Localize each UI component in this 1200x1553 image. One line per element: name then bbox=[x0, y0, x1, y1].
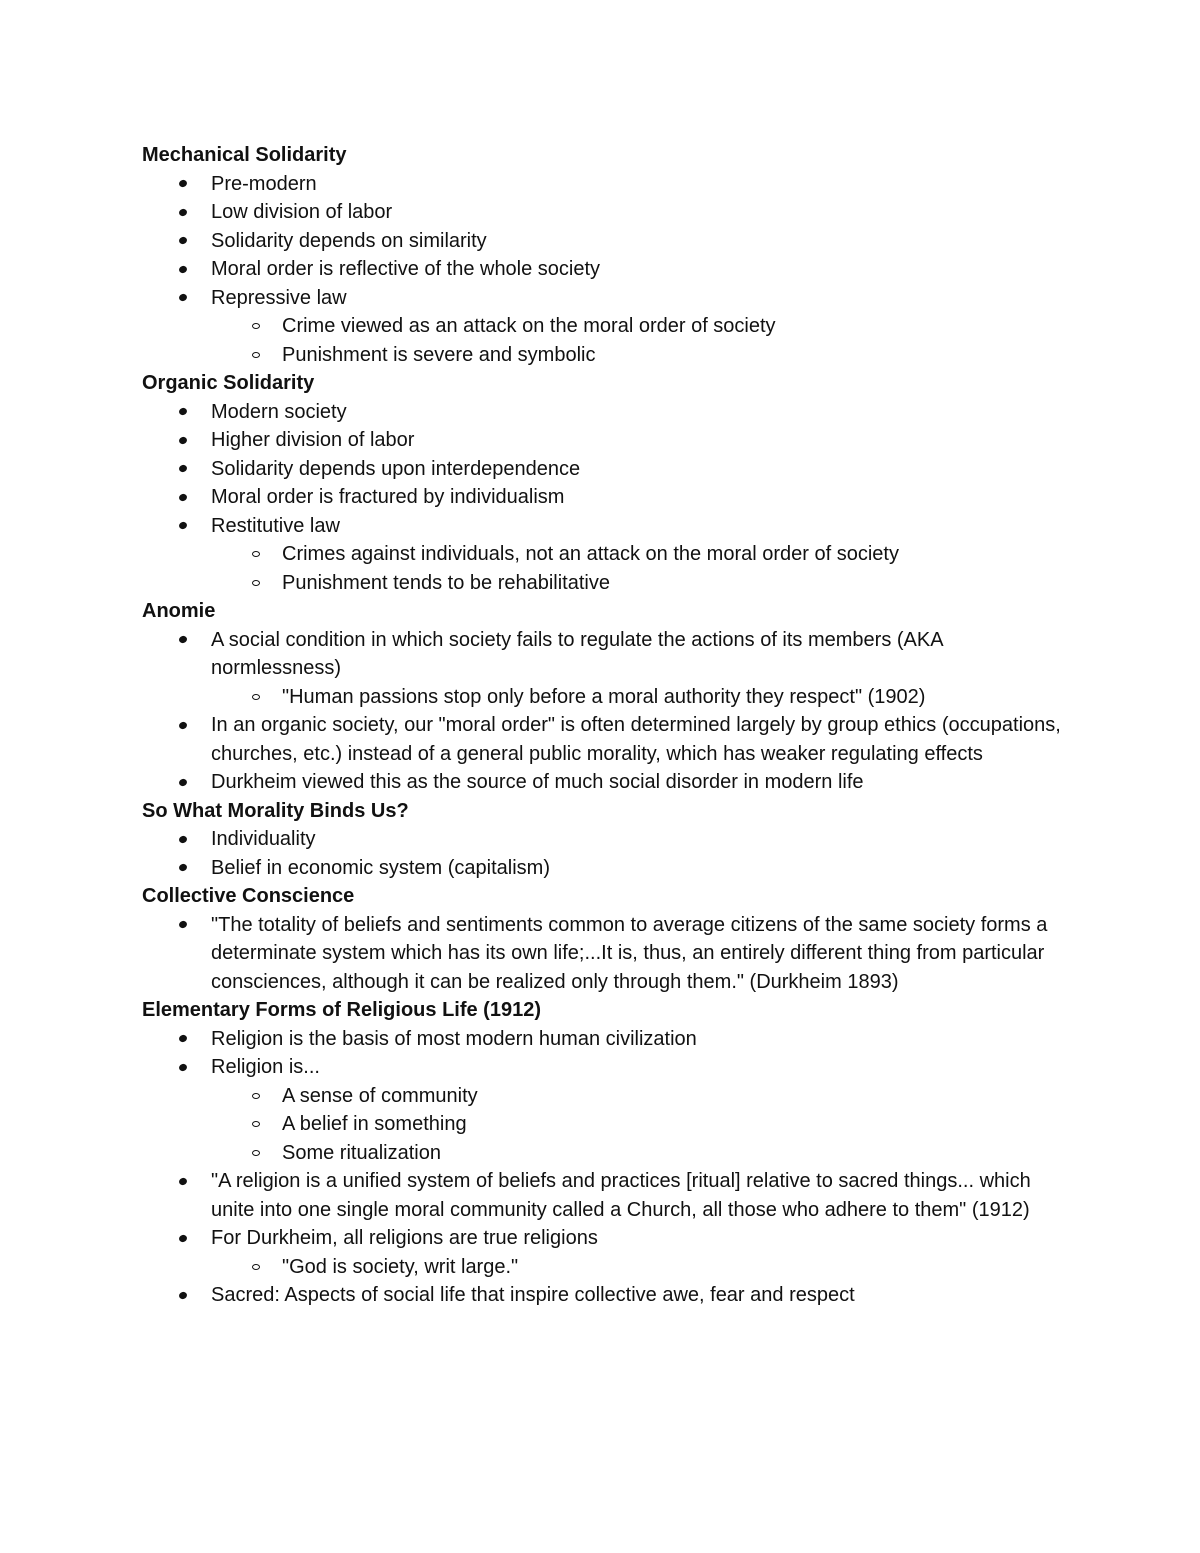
bullet-icon bbox=[176, 284, 190, 313]
list-item-text: Religion is the basis of most modern human civilization bbox=[211, 1027, 697, 1050]
hollow-bullet-icon bbox=[249, 312, 263, 341]
hollow-bullet-icon bbox=[249, 1253, 263, 1282]
list-item bbox=[142, 1281, 1062, 1310]
list-item-text: Crime viewed as an attack on the moral order of society bbox=[282, 315, 776, 337]
bullet-icon bbox=[176, 911, 190, 940]
list-item-text: Some ritualization bbox=[282, 1141, 441, 1164]
bullet-icon bbox=[176, 255, 190, 284]
list-item-text: Religion is... bbox=[211, 1056, 320, 1078]
list-item bbox=[142, 626, 1062, 683]
list-item bbox=[142, 1224, 1062, 1253]
sub-list-item bbox=[142, 1139, 1062, 1168]
sub-list-item bbox=[142, 1253, 1062, 1282]
bullet-icon bbox=[176, 170, 190, 199]
list-item-text: Belief in economic system (capitalism) bbox=[211, 856, 550, 879]
list-item-text: Moral order is fractured by individualism bbox=[211, 486, 565, 508]
bullet-icon bbox=[176, 825, 190, 854]
bullet-icon bbox=[176, 1281, 190, 1310]
sub-list-item bbox=[142, 1110, 1062, 1139]
sub-list-item bbox=[142, 540, 1062, 569]
list-item bbox=[142, 426, 1062, 455]
bullet-icon bbox=[176, 1053, 190, 1082]
list-item-text: "Human passions stop only before a moral authority they respect" (1902) bbox=[282, 685, 926, 708]
sub-list-item bbox=[142, 569, 1062, 598]
list-item bbox=[142, 1053, 1062, 1082]
list-item-text: "A religion is a unified system of beliefs and practices [ritual] relative to sacred things... which unite into one single moral community called a Church, all those who adhere to them" (1912) bbox=[211, 1170, 1031, 1221]
list-item-text: Durkheim viewed this as the source of much social disorder in modern life bbox=[211, 771, 864, 793]
list-item-text: Punishment tends to be rehabilitative bbox=[282, 571, 610, 594]
list-item-text: Pre-modern bbox=[211, 172, 317, 195]
section-heading: So What Morality Binds Us? bbox=[142, 799, 409, 822]
section-heading: Anomie bbox=[142, 600, 216, 622]
bullet-icon bbox=[176, 626, 190, 655]
hollow-bullet-icon bbox=[249, 540, 263, 569]
list-item-text: Modern society bbox=[211, 400, 347, 423]
bullet-icon bbox=[176, 483, 190, 512]
list-item-text: Individuality bbox=[211, 828, 316, 850]
section-heading: Organic Solidarity bbox=[142, 372, 315, 394]
list-item bbox=[142, 512, 1062, 541]
list-item-text: A social condition in which society fails to regulate the actions of its members (AKA normlessness) bbox=[211, 628, 943, 679]
list-item bbox=[142, 911, 1062, 997]
list-item bbox=[142, 284, 1062, 313]
list-item bbox=[142, 483, 1062, 512]
list-item-text: In an organic society, our "moral order" is often determined largely by group ethics (occupations, churches, etc.) instead of a general public morality, which has weaker regulating effects bbox=[211, 714, 1061, 765]
list-item-text: Sacred: Aspects of social life that inspire collective awe, fear and respect bbox=[211, 1284, 855, 1306]
list-item-text: Solidarity depends on similarity bbox=[211, 229, 487, 252]
list-item-text: Punishment is severe and symbolic bbox=[282, 343, 596, 366]
hollow-bullet-icon bbox=[249, 569, 263, 598]
bullet-icon bbox=[176, 512, 190, 541]
bullet-icon bbox=[176, 426, 190, 455]
list-item-text: Repressive law bbox=[211, 286, 347, 309]
section-heading: Mechanical Solidarity bbox=[142, 144, 347, 166]
list-item bbox=[142, 398, 1062, 427]
list-item bbox=[142, 825, 1062, 854]
sub-list-item bbox=[142, 312, 1062, 341]
list-item bbox=[142, 1167, 1062, 1224]
list-item bbox=[142, 711, 1062, 768]
bullet-icon bbox=[176, 768, 190, 797]
list-item-text: Higher division of labor bbox=[211, 429, 415, 451]
list-item bbox=[142, 198, 1062, 227]
hollow-bullet-icon bbox=[249, 1082, 263, 1111]
sub-list-item bbox=[142, 341, 1062, 370]
list-item bbox=[142, 255, 1062, 284]
bullet-icon bbox=[176, 455, 190, 484]
bullet-icon bbox=[176, 398, 190, 427]
list-item-text: Crimes against individuals, not an attack on the moral order of society bbox=[282, 543, 899, 565]
hollow-bullet-icon bbox=[249, 1110, 263, 1139]
sub-list-item bbox=[142, 1082, 1062, 1111]
list-item-text: Moral order is reflective of the whole society bbox=[211, 258, 601, 280]
bullet-icon bbox=[176, 1224, 190, 1253]
bullet-icon bbox=[176, 1025, 190, 1054]
hollow-bullet-icon bbox=[249, 683, 263, 712]
list-item-text: "God is society, writ large." bbox=[282, 1255, 519, 1278]
list-item-text: Low division of labor bbox=[211, 201, 393, 223]
list-item-text: A sense of community bbox=[282, 1084, 478, 1107]
sub-list-item bbox=[142, 683, 1062, 712]
list-item bbox=[142, 1025, 1062, 1054]
list-item-text: Restitutive law bbox=[211, 514, 340, 537]
section-heading: Collective Conscience bbox=[142, 885, 355, 907]
list-item bbox=[142, 455, 1062, 484]
list-item bbox=[142, 854, 1062, 883]
section-heading: Elementary Forms of Religious Life (1912) bbox=[142, 999, 541, 1021]
bullet-icon bbox=[176, 227, 190, 256]
list-item-text: Solidarity depends upon interdependence bbox=[211, 457, 581, 480]
list-item-text: For Durkheim, all religions are true religions bbox=[211, 1227, 598, 1249]
bullet-icon bbox=[176, 198, 190, 227]
list-item-text: A belief in something bbox=[282, 1113, 467, 1135]
list-item bbox=[142, 227, 1062, 256]
notes-body bbox=[142, 141, 1062, 1310]
bullet-icon bbox=[176, 1167, 190, 1196]
hollow-bullet-icon bbox=[249, 1139, 263, 1168]
hollow-bullet-icon bbox=[249, 341, 263, 370]
list-item bbox=[142, 768, 1062, 797]
list-item bbox=[142, 170, 1062, 199]
bullet-icon bbox=[176, 854, 190, 883]
list-item-text: "The totality of beliefs and sentiments common to average citizens of the same society forms a determinate system which has its own life;...It is, thus, an entirely different thing from particular consciences, although it can be realized only through them." (Durkheim 1893) bbox=[211, 913, 1048, 993]
bullet-icon bbox=[176, 711, 190, 740]
